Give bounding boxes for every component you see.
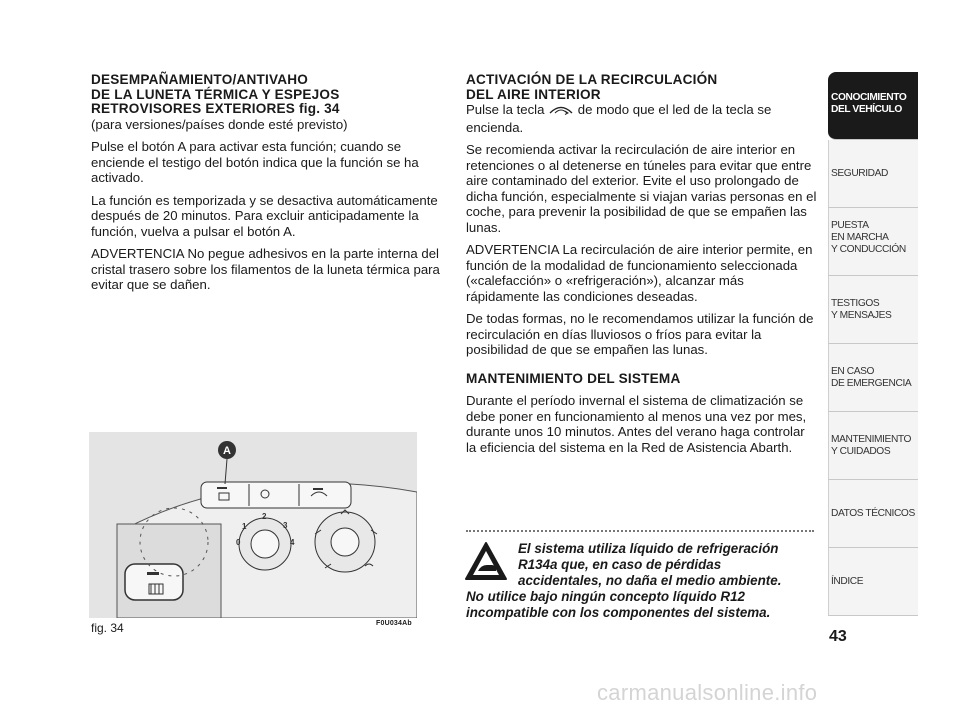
paragraph: Se recomienda activar la recirculación de aire interior en retenciones o al detenerse en túneles para evitar que entre aire contaminado del exterior. Evite el uso prolongado de dicha función, especialmente si viajan varias personas en el coche, para prevenir la posibilidad de que se empañen las lunas.: [466, 142, 817, 235]
tab-label: DATOS TÉCNICOS: [831, 508, 915, 519]
tab-testigos[interactable]: [828, 276, 918, 344]
warning-text: [466, 541, 818, 621]
tab-label: SEGURIDAD: [831, 168, 888, 179]
heading-line: ACTIVACIÓN DE LA RECIRCULACIÓN: [466, 72, 718, 87]
dial-number: 4: [290, 538, 295, 547]
paragraph: De todas formas, no le recomendamos utilizar la función de recirculación en días lluviosos o fríos para evitar la posibilidad de que se empañen las lunas.: [466, 311, 814, 357]
warning-divider: [466, 530, 814, 532]
warning-line: El sistema utiliza líquido de refrigeración: [518, 541, 779, 556]
tab-label: CONOCIMIENTO DEL VEHÍCULO: [831, 92, 907, 115]
heading-line: DEL AIRE INTERIOR: [466, 86, 601, 102]
tab-label: PUESTA EN MARCHA Y CONDUCCIÓN: [831, 220, 906, 255]
subheading: (para versiones/países donde esté previsto): [91, 116, 348, 132]
heading-line: RETROVISORES EXTERIORES fig. 34: [91, 101, 340, 116]
tab-datos-tecnicos[interactable]: [828, 480, 918, 548]
right-column: [466, 73, 818, 462]
recirculation-icon: [548, 104, 574, 120]
page-number: 43: [829, 628, 847, 645]
section-heading-maintenance: MANTENIMIENTO DEL SISTEMA: [466, 370, 681, 386]
figure-code: F0U034Ab: [376, 620, 412, 627]
left-column: [91, 73, 441, 300]
climate-control-figure: [89, 432, 417, 618]
tab-label: EN CASO DE EMERGENCIA: [831, 366, 912, 389]
climate-panel-illustration: [89, 432, 417, 618]
dial-number: 0: [236, 538, 241, 547]
paragraph: ADVERTENCIA No pegue adhesivos en la parte interna del cristal trasero sobre los filamentos de la luneta térmica para evitar que se dañen.: [91, 246, 440, 292]
dial-number: 1: [242, 522, 247, 531]
tab-conocimiento[interactable]: [828, 72, 918, 140]
callout-a-label: A: [223, 445, 231, 457]
tab-label: MANTENIMIENTO Y CUIDADOS: [831, 434, 912, 457]
tab-puesta-en-marcha[interactable]: [828, 208, 918, 276]
tab-seguridad[interactable]: [828, 140, 918, 208]
section-heading-recirculation: [466, 73, 818, 102]
heading-line: DE LA LUNETA TÉRMICA Y ESPEJOS: [91, 86, 340, 102]
tab-emergencia[interactable]: [828, 344, 918, 412]
tab-label: ÍNDICE: [831, 576, 864, 587]
text-span: Pulse la tecla: [466, 102, 545, 117]
tab-label: TESTIGOS Y MENSAJES: [831, 298, 892, 321]
tab-indice[interactable]: [828, 548, 918, 616]
warning-line: incompatible con los componentes del sistema.: [466, 605, 771, 620]
paragraph: Durante el período invernal el sistema de climatización se debe poner en funcionamiento al menos una vez por mes, durante unos 10 minutos. Antes del verano haga controlar la eficiencia del sistema en la Red de Asistencia Abarth.: [466, 393, 807, 455]
text-span: de modo que el led de la tecla se encienda.: [466, 102, 772, 135]
dial-number: 3: [283, 521, 288, 530]
dial-number: 2: [262, 512, 267, 521]
paragraph: Pulse el botón A para activar esta función; cuando se enciende el testigo del botón indica que la función se ha activado.: [91, 139, 419, 185]
warning-line: No utilice bajo ningún concepto líquido R12: [466, 589, 745, 604]
watermark: carmanualsonline.info: [597, 680, 818, 705]
paragraph: [466, 102, 818, 135]
paragraph: ADVERTENCIA La recirculación de aire interior permite, en función de la modalidad de funcionamiento seleccionada («calefacción» o «refrigeración»), alcanzar más rápidamente las condiciones deseadas.: [466, 242, 813, 304]
tab-mantenimiento[interactable]: [828, 412, 918, 480]
section-heading-defrost: [91, 73, 441, 117]
warning-line: R134a que, en caso de pérdidas: [518, 557, 722, 572]
heading-line: DESEMPAÑAMIENTO/ANTIVAHO: [91, 72, 309, 87]
paragraph: La función es temporizada y se desactiva automáticamente después de 20 minutos. Para excluir anticipadamente la función, vuelva a pulsar el botón A.: [91, 192, 438, 239]
figure-caption: fig. 34: [91, 621, 124, 635]
warning-line: accidentales, no daña el medio ambiente.: [518, 573, 782, 588]
